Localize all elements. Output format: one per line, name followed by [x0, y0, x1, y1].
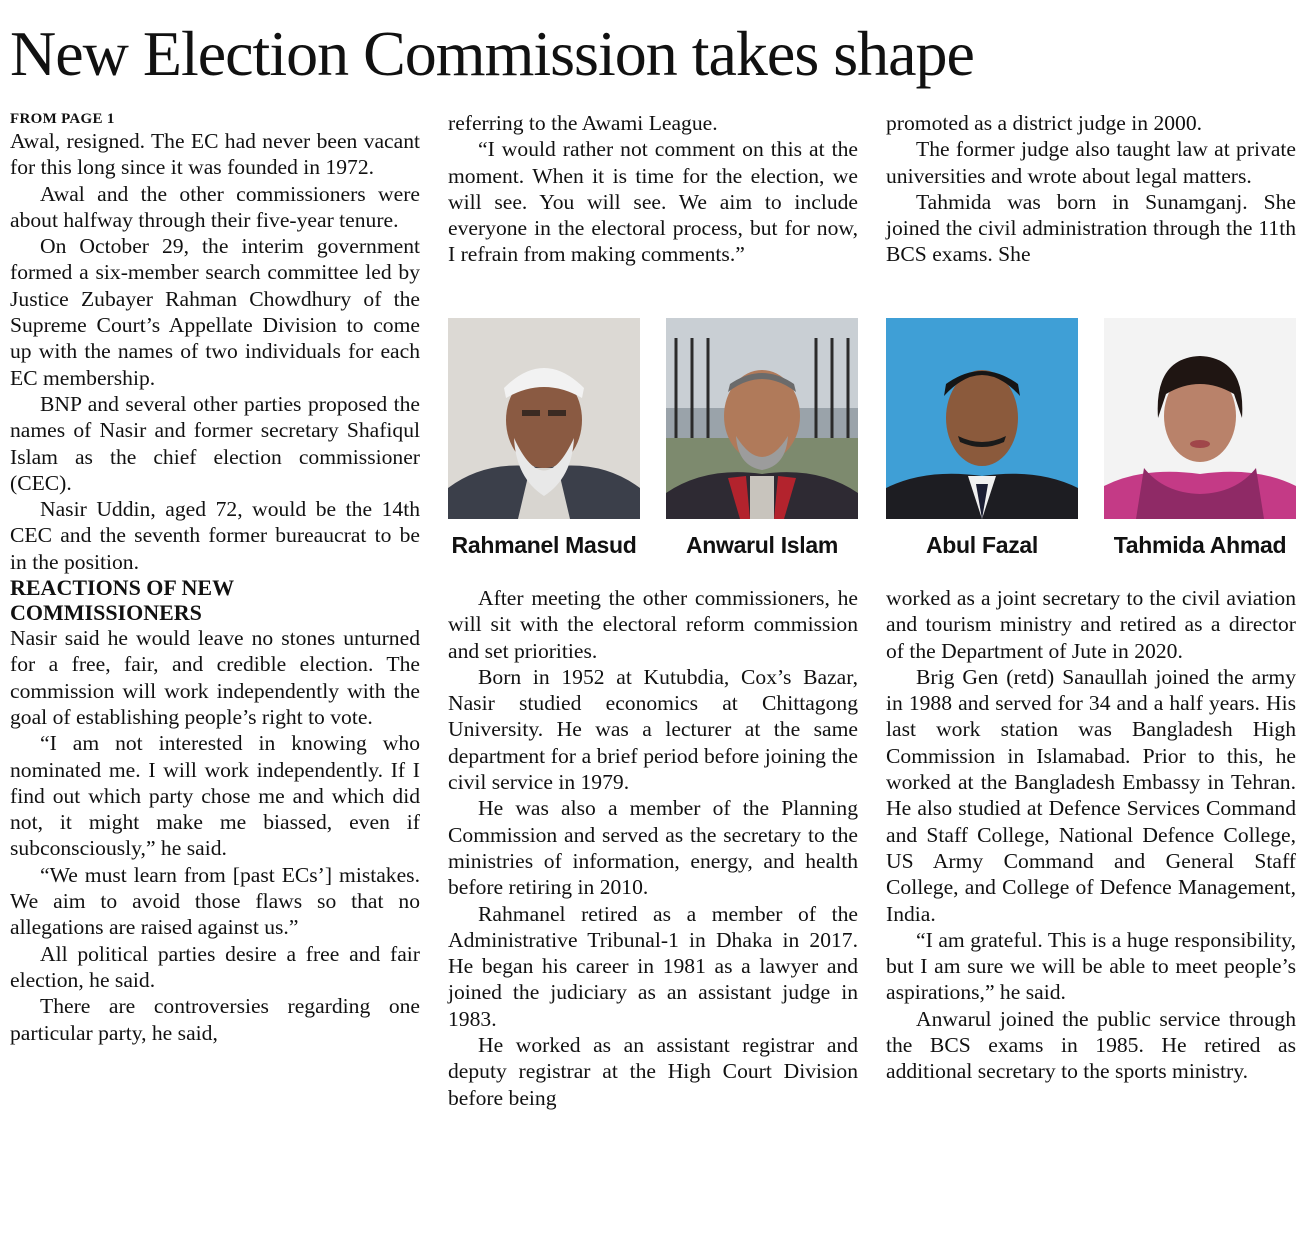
paragraph: All political parties desire a free and fair election, he said. [10, 941, 420, 992]
photo-caption: Abul Fazal [925, 532, 1038, 558]
portrait-image [886, 318, 1078, 519]
paragraph: Brig Gen (retd) Sanaullah joined the army in 1988 and served for 34 and a half years. His last work station was Bangladesh High Commission in Islamabad. Prior to this, he worked at the Bangladesh Embassy in Tehran. He also studied at Defence Services Command and Staff College, National Defence College, US Army Command and General Staff College, and College of Defence Management, India. [886, 664, 1296, 926]
paragraph: “We must learn from [past ECs’] mistakes. We aim to avoid those flaws so that no allegations are raised against us.” [10, 862, 420, 940]
paragraph: Nasir Uddin, aged 72, would be the 14th CEC and the seventh former bureaucrat to be in the position. [10, 497, 420, 574]
paragraph: “I am not interested in knowing who nominated me. I will work independently. If I find out which party chose me and which did not, it might make me biassed, even if subconsciously,” he said. [10, 731, 420, 861]
paragraph: “I am grateful. This is a huge responsibility, but I am sure we will be able to meet people’s aspirations,” he said. [886, 927, 1296, 1005]
paragraph: Awal, resigned. The EC had never been vacant for this long since it was founded in 1972. [10, 129, 420, 180]
paragraph: Anwarul joined the public service through the BCS exams in 1985. He retired as additional secretary to the sports ministry. [886, 1006, 1296, 1084]
photo-caption: Rahmanel Masud [451, 532, 637, 558]
paragraph: Rahmanel retired as a member of the Administrative Tribunal-1 in Dhaka in 2017. He began his career in 1981 as a lawyer and joined the judiciary as an assistant judge in 1983. [448, 901, 858, 1031]
paragraph: He worked as an assistant registrar and deputy registrar at the High Court Division before being [448, 1033, 858, 1110]
photo-rahmanel-masud [448, 318, 640, 519]
article-column-1 [10, 110, 420, 1046]
photo-tahmida-ahmad [1104, 318, 1296, 519]
paragraph: Tahmida was born in Sunamganj. She joined the civil administration through the 11th BCS exams. She [886, 189, 1296, 267]
article-column-3-bottom [886, 585, 1296, 1085]
headline: New Election Commission takes shape [10, 18, 974, 89]
paragraph: The former judge also taught law at private universities and wrote about legal matters. [886, 137, 1296, 188]
paragraph: There are controversies regarding one particular party, he said, [10, 994, 420, 1045]
portrait-image [1104, 318, 1296, 519]
photo-caption: Anwarul Islam [685, 532, 839, 558]
article-column-2-top [448, 110, 858, 268]
paragraph: He was also a member of the Planning Commission and served as the secretary to the ministries of information, energy, and health before retiring in 2010. [448, 796, 858, 900]
paragraph: BNP and several other parties proposed the names of Nasir and former secretary Shafiqul Islam as the chief election commissioner (CEC). [10, 391, 420, 495]
paragraph: After meeting the other commissioners, he will sit with the electoral reform commission and set priorities. [448, 586, 858, 663]
article-column-2-bottom [448, 585, 858, 1111]
kicker: FROM PAGE 1 [10, 111, 115, 127]
paragraph: referring to the Awami League. [448, 111, 718, 135]
paragraph: “I would rather not comment on this at the moment. When it is time for the election, we will see. You will see. We aim to include everyone in the electoral process, but for now, I refrain from making comments.” [448, 137, 858, 267]
subhead: REACTIONS OF NEW COMMISSIONERS [10, 575, 234, 626]
portrait-image [666, 318, 858, 519]
paragraph: On October 29, the interim government formed a six-member search committee led by Justice Zubayer Rahman Chowdhury of the Supreme Court’s Appellate Division to come up with the names of two individuals for each EC membership. [10, 234, 420, 390]
paragraph: Awal and the other commissioners were about halfway through their five-year tenure. [10, 181, 420, 232]
portrait-image [448, 318, 640, 519]
photo-abul-fazal [886, 318, 1078, 519]
paragraph: Born in 1952 at Kutubdia, Cox’s Bazar, Nasir studied economics at Chittagong University. He was a lecturer at the same department for a brief period before joining the civil service in 1979. [448, 664, 858, 795]
article-column-3-top [886, 110, 1296, 268]
photo-caption: Tahmida Ahmad [1113, 532, 1287, 558]
paragraph: Nasir said he would leave no stones unturned for a free, fair, and credible election. The commission will work independently with the goal of establishing people’s right to vote. [10, 626, 420, 729]
paragraph: worked as a joint secretary to the civil aviation and tourism ministry and retired as a director of the Department of Jute in 2020. [886, 586, 1296, 663]
photo-anwarul-islam [666, 318, 858, 519]
paragraph: promoted as a district judge in 2000. [886, 111, 1203, 135]
